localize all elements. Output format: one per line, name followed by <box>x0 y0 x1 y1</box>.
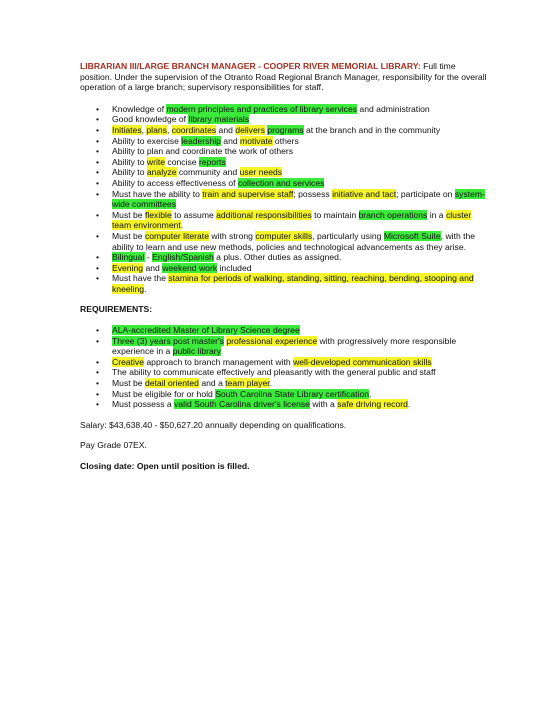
duty-item <box>112 136 488 147</box>
yellow-highlight: cluster team environment <box>112 209 472 231</box>
list-item-text: and <box>143 262 163 273</box>
list-item-text: Ability to <box>112 156 147 167</box>
yellow-highlight: plans <box>146 124 167 135</box>
yellow-highlight: flexible <box>144 209 172 220</box>
job-title: LIBRARIAN III/LARGE BRANCH MANAGER - COOPER RIVER MEMORIAL LIBRARY: <box>80 61 421 71</box>
list-item-text: Must be <box>112 230 145 241</box>
yellow-highlight: analyze <box>146 167 177 178</box>
list-item-text: with progressively more responsible experience in a <box>112 335 457 357</box>
green-highlight: Three (3) years post master's <box>112 335 224 346</box>
duties-list <box>80 104 488 295</box>
yellow-highlight: initiative and tact <box>332 188 397 199</box>
green-highlight: public library <box>172 346 221 357</box>
green-highlight: Bilingual <box>112 252 145 263</box>
duty-item <box>112 210 488 231</box>
duty-item <box>112 146 488 157</box>
yellow-highlight: motivate <box>240 135 273 146</box>
list-item-text: , with the ability to learn and use new methods, policies and technological advancements as they arise. <box>112 230 476 252</box>
yellow-highlight: safe driving record <box>337 399 408 410</box>
yellow-highlight: Initiates <box>112 124 142 135</box>
list-item-text: Ability to access effectiveness of <box>112 177 238 188</box>
green-highlight: weekend work <box>162 262 218 273</box>
green-highlight: branch operations <box>358 209 428 220</box>
green-highlight: valid South Carolina driver's license <box>174 399 310 410</box>
duty-item <box>112 263 488 274</box>
list-item-text: . <box>407 399 411 410</box>
list-item-text: approach to branch management with <box>144 356 294 367</box>
list-item-text: . <box>269 378 273 389</box>
duty-item <box>112 114 488 125</box>
list-item-text: and administration <box>357 103 430 114</box>
list-item-text: with strong <box>208 230 256 241</box>
list-item-text: ; possess <box>293 188 333 199</box>
closing-date-line: Closing date: Open until position is filled. <box>80 461 250 471</box>
pay-grade-line: Pay Grade 07EX. <box>80 440 147 451</box>
requirement-item <box>112 336 488 357</box>
intro-text: Full time position. Under the supervision of the Otranto Road Regional Branch Manager, responsibility for the overall operation of a large branch; supervisory responsibilities for staff. <box>80 61 487 93</box>
yellow-highlight: for periods of walking, standing, sitting, reaching, bending, stooping and kneeling <box>112 273 474 294</box>
duty-item <box>112 178 488 189</box>
green-highlight: Microsoft Suite <box>383 230 441 241</box>
yellow-highlight: well-developed communication skills <box>293 356 432 367</box>
green-highlight: system-wide committees <box>112 188 485 210</box>
list-item-text: to assume <box>171 209 217 220</box>
list-item-text: in a <box>427 209 446 220</box>
list-item-text: at the branch and in the community <box>303 124 441 135</box>
yellow-highlight: additional responsibilities <box>216 209 312 220</box>
list-item-text: Must be <box>112 378 145 389</box>
yellow-highlight: user needs <box>239 167 283 178</box>
list-item-text: Must be eligible for or hold <box>112 388 216 399</box>
list-item-text: Knowledge of <box>112 103 167 114</box>
list-item-text: Ability to exercise <box>112 135 182 146</box>
salary-line: Salary: $43,638.40 - $50,627.20 annually depending on qualifications. <box>80 419 347 430</box>
list-item-text: Ability to <box>112 167 147 178</box>
list-item-text: community and <box>176 167 240 178</box>
duty-item <box>112 273 488 294</box>
green-highlight: English/Spanish <box>152 252 214 263</box>
list-item-text: . <box>180 220 184 231</box>
yellow-highlight: Evening <box>112 262 144 273</box>
duty-item <box>112 231 488 252</box>
list-item-text: , particularly using <box>312 230 384 241</box>
green-highlight: ALA-accredited Master of Library Science degree <box>112 325 300 336</box>
list-item-text: Must have the <box>112 273 169 284</box>
requirements-list <box>80 325 488 410</box>
requirement-item <box>112 399 488 410</box>
list-item-text: , <box>141 124 147 135</box>
yellow-highlight: delivers <box>235 124 265 135</box>
yellow-highlight: stamina <box>168 273 199 284</box>
list-item-text: to maintain <box>311 209 359 220</box>
duty-item <box>112 189 488 210</box>
requirement-item <box>112 367 488 378</box>
list-item-text: included <box>217 262 252 273</box>
list-item-text: with a <box>309 399 338 410</box>
green-highlight: programs <box>267 124 304 135</box>
requirement-item <box>112 389 488 400</box>
yellow-highlight: train and supervise staff <box>202 188 294 199</box>
requirements-heading: REQUIREMENTS: <box>80 304 153 315</box>
yellow-highlight: computer literate <box>144 230 209 241</box>
list-item-text: Must have the ability to <box>112 188 203 199</box>
duty-item <box>112 157 488 168</box>
duty-item <box>112 125 488 136</box>
list-item-text: Must possess a <box>112 399 175 410</box>
yellow-highlight: computer skills <box>255 230 313 241</box>
list-item-text: . <box>369 388 372 399</box>
list-item-text: and <box>216 124 236 135</box>
list-item-text: and <box>220 135 241 146</box>
list-item-text: Must be <box>112 209 145 220</box>
list-item-text: The ability to communicate effectively and pleasantly with the general public and staff <box>112 367 436 378</box>
green-highlight: reports <box>198 156 226 167</box>
yellow-highlight: team player <box>225 378 270 389</box>
yellow-highlight: coordinates <box>171 124 217 135</box>
requirement-item <box>112 325 488 336</box>
list-item-text: , <box>166 124 172 135</box>
green-highlight: modern principles and practices of library services <box>166 103 358 114</box>
yellow-highlight: write <box>146 156 166 167</box>
green-highlight: South Carolina State Library certification <box>215 388 369 399</box>
intro-paragraph <box>80 61 488 93</box>
list-item-text: . <box>144 283 147 294</box>
list-item-text: and a <box>198 378 226 389</box>
list-item-text: Good knowledge of <box>112 114 189 125</box>
green-highlight: collection and services <box>237 177 325 188</box>
list-item-text: - <box>144 252 153 263</box>
duty-item <box>112 104 488 115</box>
list-item-text: Ability to plan and coordinate the work of others <box>112 146 294 157</box>
list-item-text: ; participate on <box>396 188 455 199</box>
duty-item <box>112 252 488 263</box>
green-highlight: leadership <box>181 135 221 146</box>
list-item-text: concise <box>165 156 199 167</box>
yellow-highlight: professional experience <box>226 335 318 346</box>
duty-item <box>112 167 488 178</box>
list-item-text: a plus. Other duties as assigned. <box>213 252 342 263</box>
yellow-highlight: detail oriented <box>144 378 199 389</box>
green-highlight: library materials <box>188 114 250 125</box>
yellow-highlight: Creative <box>112 356 144 367</box>
list-item-text: others <box>272 135 299 146</box>
requirement-item <box>112 357 488 368</box>
requirement-item <box>112 378 488 389</box>
